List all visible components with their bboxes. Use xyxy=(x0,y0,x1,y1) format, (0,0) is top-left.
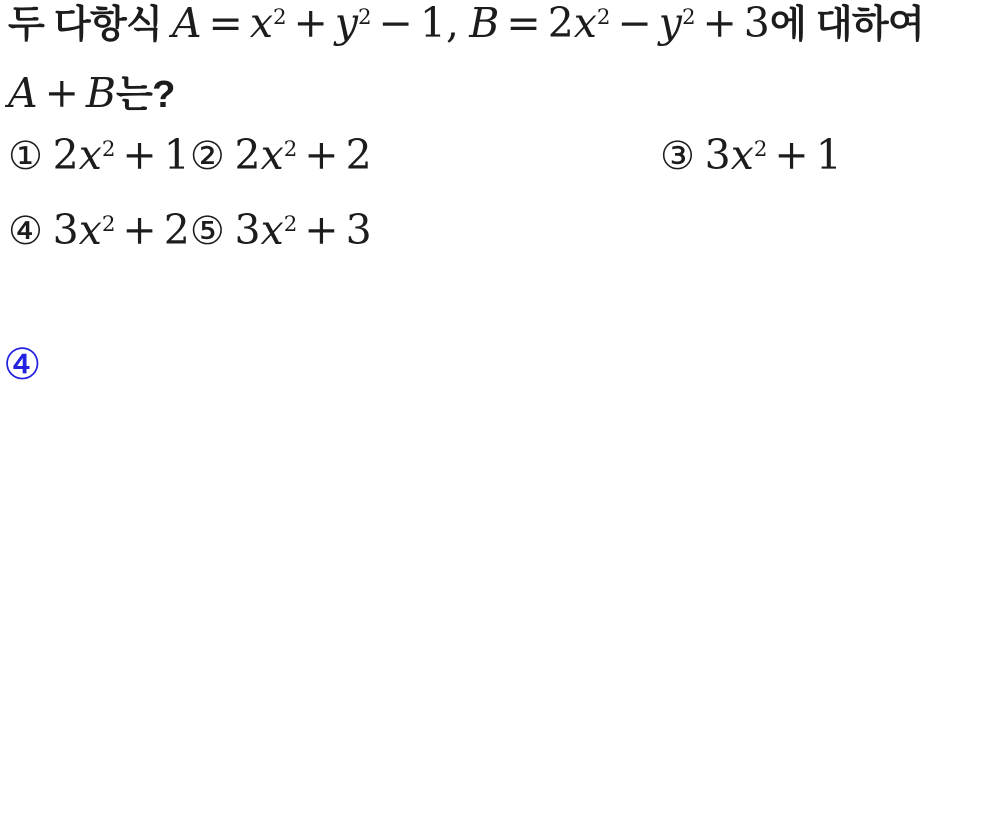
choice-2 xyxy=(190,131,372,179)
math-token: 2 xyxy=(101,136,116,162)
math-token: 1 xyxy=(419,0,446,47)
math-token: + xyxy=(293,0,328,47)
choice-4 xyxy=(8,206,190,254)
circled-number: ⑤ xyxy=(189,209,225,254)
math-token: 는? xyxy=(116,73,175,116)
math-token: y xyxy=(658,0,682,47)
math-token: + xyxy=(702,0,737,47)
math-token: = xyxy=(208,0,243,47)
math-token: 2 xyxy=(547,0,574,47)
math-token: 3 xyxy=(234,206,261,254)
math-token: A xyxy=(8,69,38,117)
math-token: x xyxy=(260,131,284,179)
math-token: A xyxy=(171,0,202,47)
math-token: + xyxy=(304,131,339,179)
answer-mark: ④ xyxy=(3,340,42,390)
math-token: 2 xyxy=(272,4,287,30)
math-token: x xyxy=(260,206,284,254)
math-token: 에 대하여 xyxy=(769,3,924,46)
math-token: − xyxy=(378,0,413,47)
math-token: x xyxy=(249,0,273,47)
math-token: x xyxy=(730,131,754,179)
math-token: − xyxy=(617,0,652,47)
math-token: x xyxy=(573,0,597,47)
circled-number: ③ xyxy=(660,134,695,179)
math-token: 2 xyxy=(753,136,768,162)
math-token: 2 xyxy=(681,4,696,30)
math-token: + xyxy=(122,206,157,254)
math-token: 2 xyxy=(283,211,298,237)
math-token: 2 xyxy=(283,136,298,162)
math-token: 1 xyxy=(163,131,190,179)
math-token: B xyxy=(85,69,117,117)
math-token: 2 xyxy=(101,211,116,237)
choice-3 xyxy=(660,132,842,180)
math-token: 3 xyxy=(52,206,79,254)
circled-number: ① xyxy=(8,134,43,179)
choices-row-1 xyxy=(8,132,993,180)
math-token: 3 xyxy=(345,206,372,254)
math-token: x xyxy=(78,131,102,179)
circled-number: ② xyxy=(189,134,225,179)
math-token: 3 xyxy=(743,0,770,47)
math-token: + xyxy=(122,131,157,179)
math-token: + xyxy=(774,131,809,179)
math-token: + xyxy=(304,206,339,254)
choice-1 xyxy=(8,131,190,179)
math-token: , xyxy=(445,0,459,47)
math-token: 2 xyxy=(345,131,372,179)
math-token: + xyxy=(44,69,79,117)
math-token: = xyxy=(506,0,541,47)
problem-question-line xyxy=(8,70,175,117)
problem-statement-line xyxy=(8,0,924,47)
choice-5 xyxy=(190,206,372,254)
math-token: 1 xyxy=(815,131,842,179)
math-token: B xyxy=(469,0,500,47)
math-token: 2 xyxy=(234,131,261,179)
math-token: 2 xyxy=(52,131,79,179)
math-token: 2 xyxy=(163,206,190,254)
math-token: x xyxy=(78,206,102,254)
choices-row-2 xyxy=(8,207,372,255)
math-token: y xyxy=(334,0,358,47)
math-token: 3 xyxy=(704,131,731,179)
math-token: 두 다항식 xyxy=(8,3,172,46)
circled-number: ④ xyxy=(8,209,43,254)
math-token: 2 xyxy=(358,4,372,30)
math-token: 2 xyxy=(596,4,611,30)
